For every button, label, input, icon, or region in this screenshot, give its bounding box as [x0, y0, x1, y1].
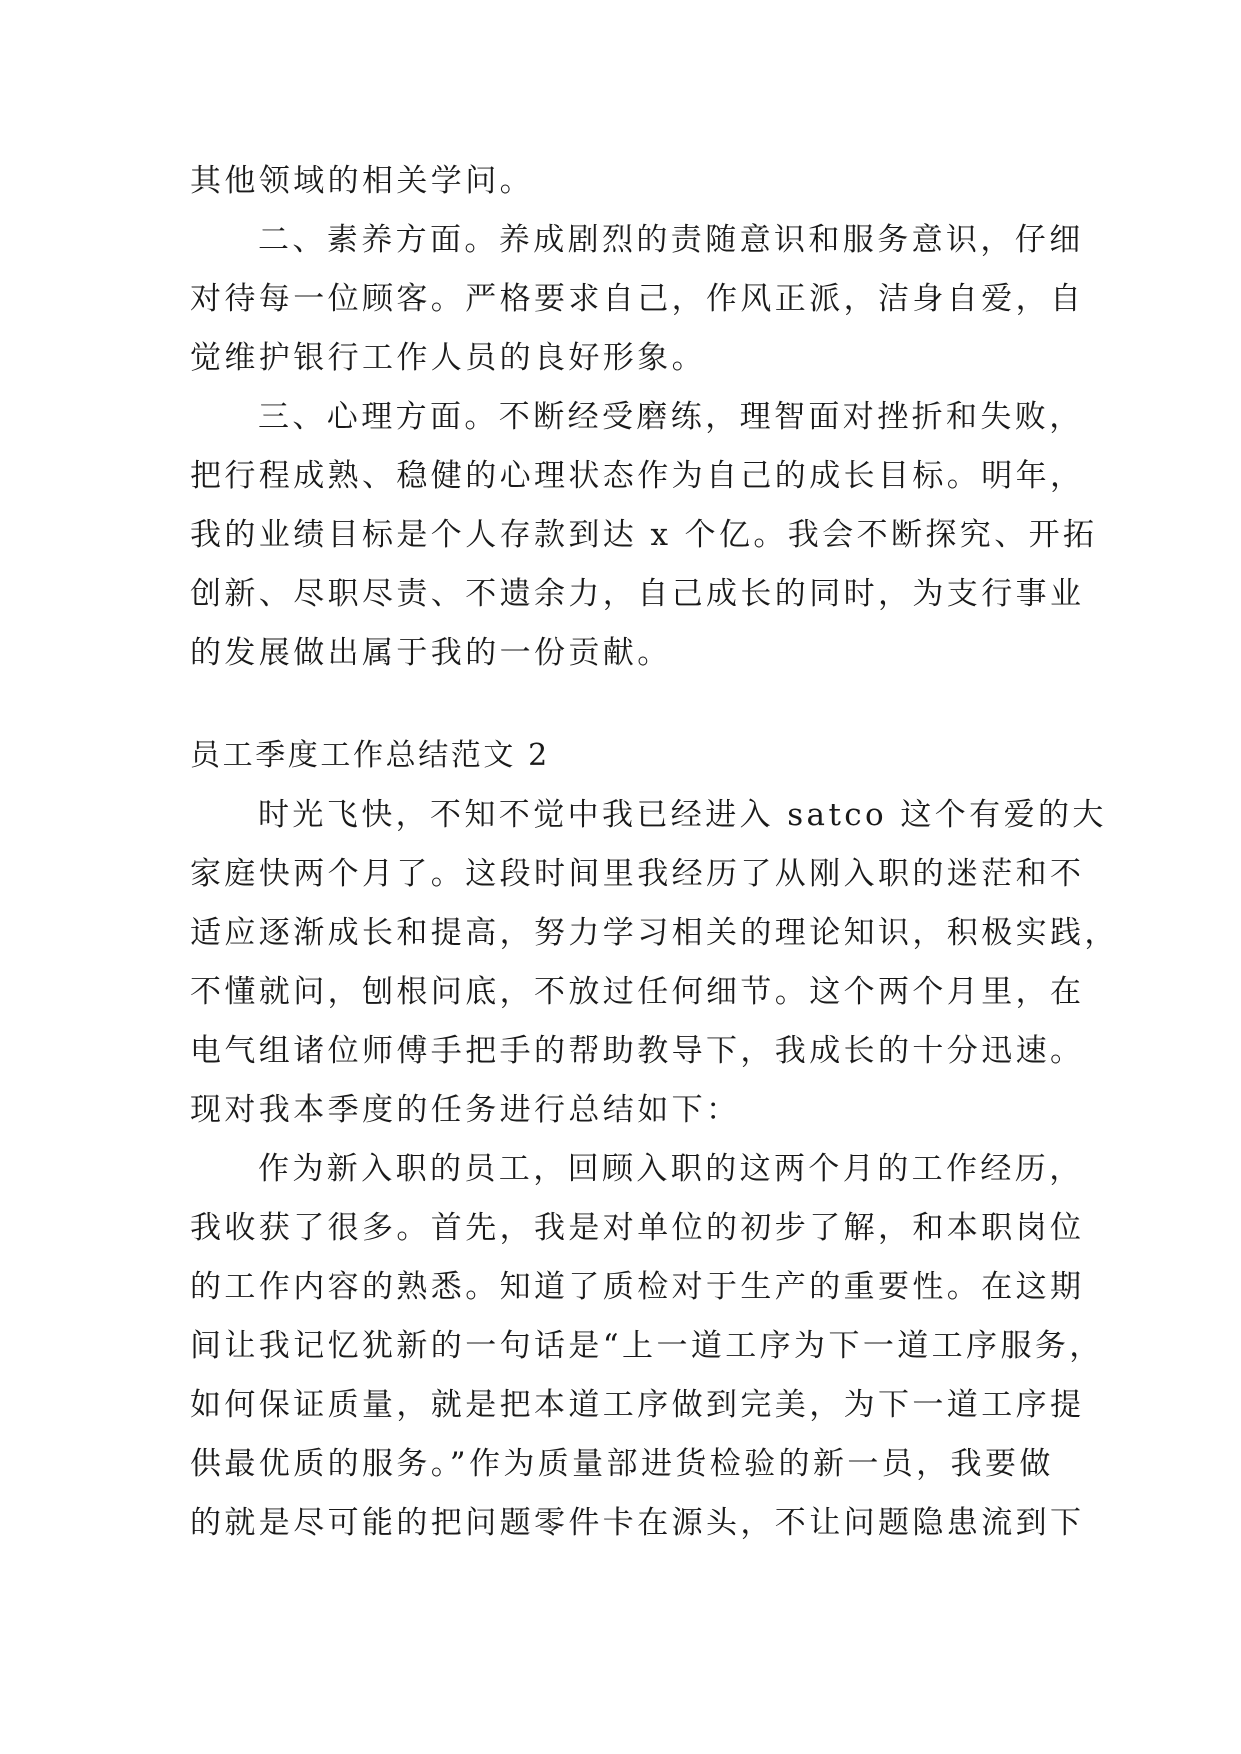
paragraph-line: 觉维护银行工作人员的良好形象。 [190, 340, 706, 376]
paragraph-line: 间让我记忆犹新的一句话是“上一道工序为下一道工序服务， [190, 1328, 1104, 1364]
paragraph-line: 时光飞快，不知不觉中我已经进入 satco 这个有爱的大 [258, 797, 1107, 833]
paragraph-line: 创新、尽职尽责、不遗余力，自己成长的同时，为支行事业 [190, 576, 1085, 612]
paragraph-line: 其他领域的相关学问。 [190, 163, 534, 199]
paragraph-line: 的发展做出属于我的一份贡献。 [190, 635, 672, 671]
paragraph-line: 家庭快两个月了。这段时间里我经历了从刚入职的迷茫和不 [190, 856, 1085, 892]
paragraph-line: 三、心理方面。不断经受磨练，理智面对挫折和失败， [258, 399, 1084, 435]
paragraph-line: 供最优质的服务。”作为质量部进货检验的新一员，我要做 [190, 1446, 1054, 1482]
paragraph-line: 作为新入职的员工，回顾入职的这两个月的工作经历， [258, 1151, 1084, 1187]
paragraph-line: 的工作内容的熟悉。知道了质检对于生产的重要性。在这期 [190, 1269, 1085, 1305]
paragraph-line: 把行程成熟、稳健的心理状态作为自己的成长目标。明年， [190, 458, 1085, 494]
paragraph-line: 我收获了很多。首先，我是对单位的初步了解，和本职岗位 [190, 1210, 1085, 1246]
paragraph-line: 我的业绩目标是个人存款到达 x 个亿。我会不断探究、开拓 [190, 517, 1098, 553]
paragraph-line: 电气组诸位师傅手把手的帮助教导下，我成长的十分迅速。 [190, 1033, 1085, 1069]
paragraph-line: 不懂就问，刨根问底，不放过任何细节。这个两个月里，在 [190, 974, 1085, 1010]
paragraph-line: 如何保证质量，就是把本道工序做到完美，为下一道工序提 [190, 1387, 1085, 1423]
paragraph-line: 适应逐渐成长和提高，努力学习相关的理论知识，积极实践， [190, 915, 1119, 951]
paragraph-line: 二、素养方面。养成剧烈的责随意识和服务意识，仔细 [258, 222, 1084, 258]
paragraph-line: 的就是尽可能的把问题零件卡在源头，不让问题隐患流到下 [190, 1505, 1085, 1541]
paragraph-line: 对待每一位顾客。严格要求自己，作风正派，洁身自爱，自 [190, 281, 1085, 317]
section-heading: 员工季度工作总结范文 2 [190, 738, 550, 773]
paragraph-line: 现对我本季度的任务进行总结如下： [190, 1092, 741, 1128]
